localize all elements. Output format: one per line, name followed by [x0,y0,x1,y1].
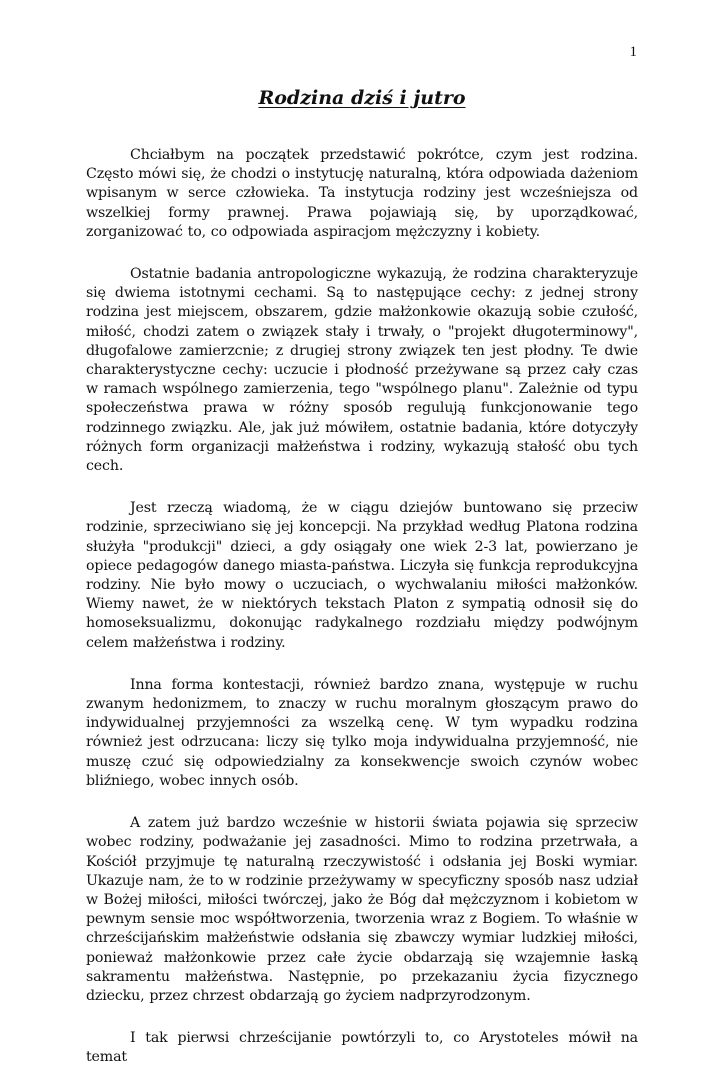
document-body [86,146,638,1091]
page-number: 1 [629,44,637,60]
document-title: Rodzina dziś i jutro [258,87,466,109]
paragraph-3: Jest rzeczą wiadomą, że w ciągu dziejów buntowano się przeciw rodzinie, sprzeciwiano się jej koncepcji. Na przykład według Platona rodzina służyła "produkcji" dzieci, a gdy osiągały one wiek 2-3 lat, powierzano je opiece pedagogów danego miasta-państwa. Liczyła się funkcja reprodukcyjna rodziny. Nie było mowy o uczuciach, o wychwalaniu miłości małżonków. Wiemy nawet, że w niektórych tekstach Platon z sympatią odnosił się do homoseksualizmu, dokonując radykalnego rozdziału między podwójnym celem małżeństwa i rodziny. [86,500,638,651]
paragraph-1: Chciałbym na początek przedstawić pokrótce, czym jest rodzina. Często mówi się, że chodzi o instytucję naturalną, która odpowiada dażeniom wpisanym w serce człowieka. Ta instytucja rodziny jest wcześniejsza od wszelkiej formy prawnej. Prawa pojawiają się, by uporządkować, zorganizować to, co odpowiada aspiracjom mężczyzny i kobiety. [86,147,638,240]
paragraph-6: I tak pierwsi chrześcijanie powtórzyli to, co Arystoteles mówił na temat [86,1030,638,1066]
paragraph-2: Ostatnie badania antropologiczne wykazują, że rodzina charakteryzuje się dwiema istotnymi cechami. Są to następujące cechy: z jednej strony rodzina jest miejscem, obszarem, gdzie małżonkowie okazują sobie czułość, miłość, chodzi zatem o związek stały i trwały, o "projekt długoterminowy", długofalowe zamierzcnie; z drugiej strony związek ten jest płodny. Te dwie charakterystyczne cechy: uczucie i płodność przeżywane są przez cały czas w ramach wspólnego zamierzenia, tego "wspólnego planu". Zależnie od typu społeczeństwa prawa w różny sposób regulują funkcjonowanie tego rodzinnego związku. Ale, jak już mówiłem, ostatnie badania, które dotyczyły różnych form organizacji małżeństwa i rodziny, wykazują stałość obu tych cech. [86,266,638,475]
paragraph-5: A zatem już bardzo wcześnie w historii świata pojawia się sprzeciw wobec rodziny, podważanie jej zasadności. Mimo to rodzina przetrwała, a Kościół przyjmuje tę naturalną rzeczywistość i odsłania jej Boski wymiar. Ukazuje nam, że to w rodzinie przeżywamy w specyficzny sposób nasz udział w Bożej miłości, miłości twórczej, jako że Bóg dał mężczyznom i kobietom w pewnym sensie moc współtworzenia, tworzenia wraz z Bogiem. To właśnie w chrześcijańskim małżeństwie odsłania się zbawczy wymiar ludzkiej miłości, ponieważ małżonkowie przez całe życie obdarzają się wzajemnie łaską sakramentu małżeństwa. Następnie, po przekazaniu życia fizycznego dziecku, przez chrzest obdarzają go życiem nadprzyrodzonym. [86,815,638,1004]
paragraph-4: Inna forma kontestacji, również bardzo znana, występuje w ruchu zwanym hedonizmem, to znaczy w ruchu moralnym głoszącym prawo do indywidualnej przyjemności za wszelką cenę. W tym wypadku rodzina również jest odrzucana: liczy się tylko moja indywidualna przyjemność, nie muszę czuć się odpowiedzialny za konsekwencje swoich czynów wobec bliźniego, wobec innych osób. [86,676,638,789]
